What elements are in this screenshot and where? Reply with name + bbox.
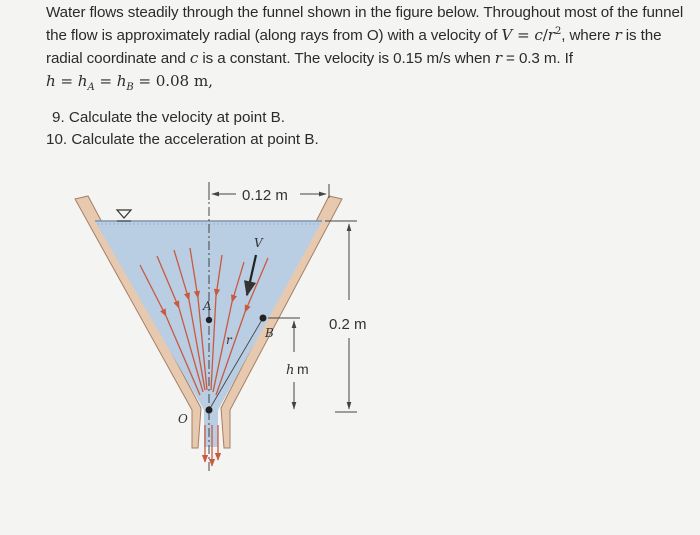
question-9: 9. Calculate the velocity at point B. bbox=[52, 109, 286, 126]
math-op: = bbox=[94, 72, 117, 90]
var-h: h bbox=[46, 72, 56, 90]
math-op: = bbox=[55, 72, 78, 90]
var-V: V bbox=[501, 26, 513, 44]
var-hA: h bbox=[77, 72, 88, 90]
problem-text: = 0.3 m. If bbox=[501, 50, 573, 67]
point-B bbox=[260, 315, 267, 322]
point-A bbox=[206, 317, 212, 323]
problem-text: , where bbox=[561, 27, 615, 44]
subscript-A: A bbox=[87, 82, 95, 94]
var-r: r bbox=[494, 49, 502, 67]
problem-text: the flow is approximately radial (along rays from O) with a velocity of bbox=[46, 27, 502, 44]
point-O bbox=[206, 407, 213, 414]
math-op: = bbox=[512, 26, 535, 44]
subscript-B: B bbox=[126, 82, 134, 94]
label-h: h bbox=[286, 363, 295, 378]
var-r: r bbox=[547, 26, 555, 44]
var-hB: h bbox=[116, 72, 127, 90]
var-r: r bbox=[614, 26, 622, 44]
exponent: 2 bbox=[554, 25, 562, 37]
free-surface-triangle-icon bbox=[117, 210, 131, 218]
label-A: A bbox=[203, 299, 212, 313]
label-top-width: 0.12 m bbox=[242, 187, 288, 204]
label-h-unit: m bbox=[297, 361, 309, 377]
var-c: c bbox=[534, 26, 543, 44]
label-V: V bbox=[254, 236, 263, 250]
var-c: c bbox=[189, 49, 199, 67]
problem-text: Water flows steadily through the funnel shown in the figure below. Throughout most of the funnel bbox=[46, 4, 684, 21]
label-r: r bbox=[226, 333, 232, 347]
label-height: 0.2 m bbox=[329, 316, 367, 333]
label-B: B bbox=[265, 326, 274, 340]
math-value: = 0.08 m, bbox=[133, 72, 213, 90]
question-10: 10. Calculate the acceleration at point B. bbox=[46, 131, 319, 148]
problem-text: radial coordinate and bbox=[46, 50, 190, 67]
label-O: O bbox=[178, 412, 188, 426]
problem-text: is a constant. The velocity is 0.15 m/s when bbox=[198, 50, 495, 67]
math-op: / bbox=[542, 26, 548, 44]
problem-text: is the bbox=[621, 27, 662, 44]
